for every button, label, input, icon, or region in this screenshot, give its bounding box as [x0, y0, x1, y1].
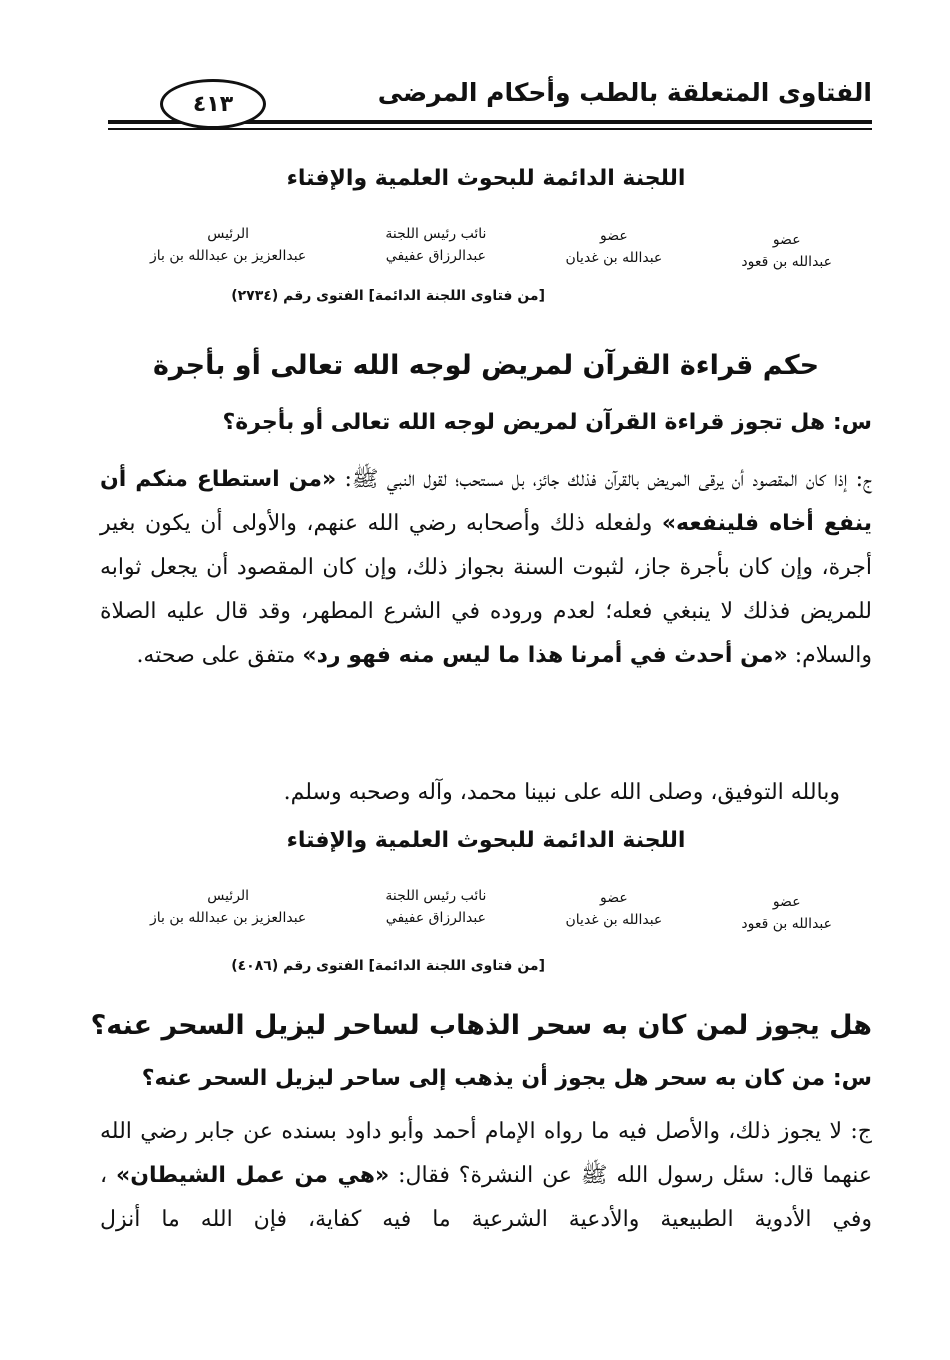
- answer-3: ج: لا يجوز ذلك، والأصل فيه ما رواه الإمام أحمد وأبو داود بسنده عن جابر رضي الله عنهما قال: سئل رسول الله ﷺ عن النشرة؟ فقال: «هي من عمل الشيطان» ، وفي الأدوية الطبيعية والأدعية الشرعية ما فيه كفاية، فإن الله ما أنزل: [100, 1119, 873, 1232]
- section-heading-3: هل يجوز لمن كان به سحر الذهاب لساحر ليزيل السحر عنه؟: [90, 1010, 872, 1041]
- answer-2: ج: إذا كان المقصود أن يرقى المريض بالقرآن فذلك جائز، بل مستحب؛ لقول النبي ﷺ: «من استطاع منكم أن ينفع أخاه فلينفعه» ولفعله ذلك وأصحابه رضي الله عنهم، والأولى أن يكون بغير أجرة، وإن كان بأجرة جاز، لثبوت السنة بجواز ذلك، وإن كان المقصود أن يجعل ثوابه للمريض فذلك لا ينبغي فعله؛ لعدم وروده في الشرع المطهر، وقد قال عليه الصلاة والسلام: «من أحدث في أمرنا هذا ما ليس منه فهو رد» متفق على صحته.: [100, 467, 872, 668]
- committee-title-2: اللجنة الدائمة للبحوث العلمية والإفتاء: [286, 828, 686, 853]
- committee-title-1: اللجنة الدائمة للبحوث العلمية والإفتاء: [286, 166, 686, 191]
- hadith-quote: «من أحدث في أمرنا هذا ما ليس منه فهو رد»: [302, 643, 788, 668]
- question-3: س: من كان به سحر هل يجوز أن يذهب إلى ساحر ليزيل السحر عنه؟: [141, 1066, 872, 1091]
- signatory: عضو عبدالله بن غديان: [565, 228, 663, 266]
- hadith-quote: «هي من عمل الشيطان»: [116, 1163, 390, 1188]
- signatory: الرئيس عبدالعزيز بن عبدالله بن باز: [150, 226, 307, 264]
- signatory: نائب رئيس اللجنة عبدالرزاق عفيفي: [385, 888, 487, 926]
- page-number-badge: [160, 79, 266, 129]
- running-header-title: الفتاوى المتعلقة بالطب وأحكام المرضى: [377, 78, 872, 107]
- section-heading-2: حكم قراءة القرآن لمريض لوجه الله تعالى أو بأجرة: [152, 350, 820, 381]
- hadith-quote: «من استطاع منكم أن ينفع أخاه فلينفعه»: [100, 467, 872, 536]
- signatory: عضو عبدالله بن قعود: [741, 894, 832, 932]
- signatory: الرئيس عبدالعزيز بن عبدالله بن باز: [150, 888, 307, 926]
- question-2: س: هل تجوز قراءة القرآن لمريض لوجه الله تعالى أو بأجرة؟: [222, 410, 872, 435]
- fatwa-reference-1: [من فتاوى اللجنة الدائمة] الفتوى رقم (٢٧٣٤): [231, 288, 545, 304]
- page-number: ٤١٣: [192, 91, 234, 117]
- signatories-2: [150, 888, 832, 932]
- signatory: عضو عبدالله بن غديان: [565, 890, 663, 928]
- closing-prayer: وبالله التوفيق، وصلى الله على نبينا محمد، وآله وصحبه وسلم.: [283, 780, 840, 805]
- signatory: نائب رئيس اللجنة عبدالرزاق عفيفي: [385, 226, 487, 264]
- signatories-1: [150, 226, 832, 270]
- signatory: عضو عبدالله بن قعود: [741, 232, 832, 270]
- fatwa-reference-2: [من فتاوى اللجنة الدائمة] الفتوى رقم (٤٠٨٦): [231, 958, 545, 974]
